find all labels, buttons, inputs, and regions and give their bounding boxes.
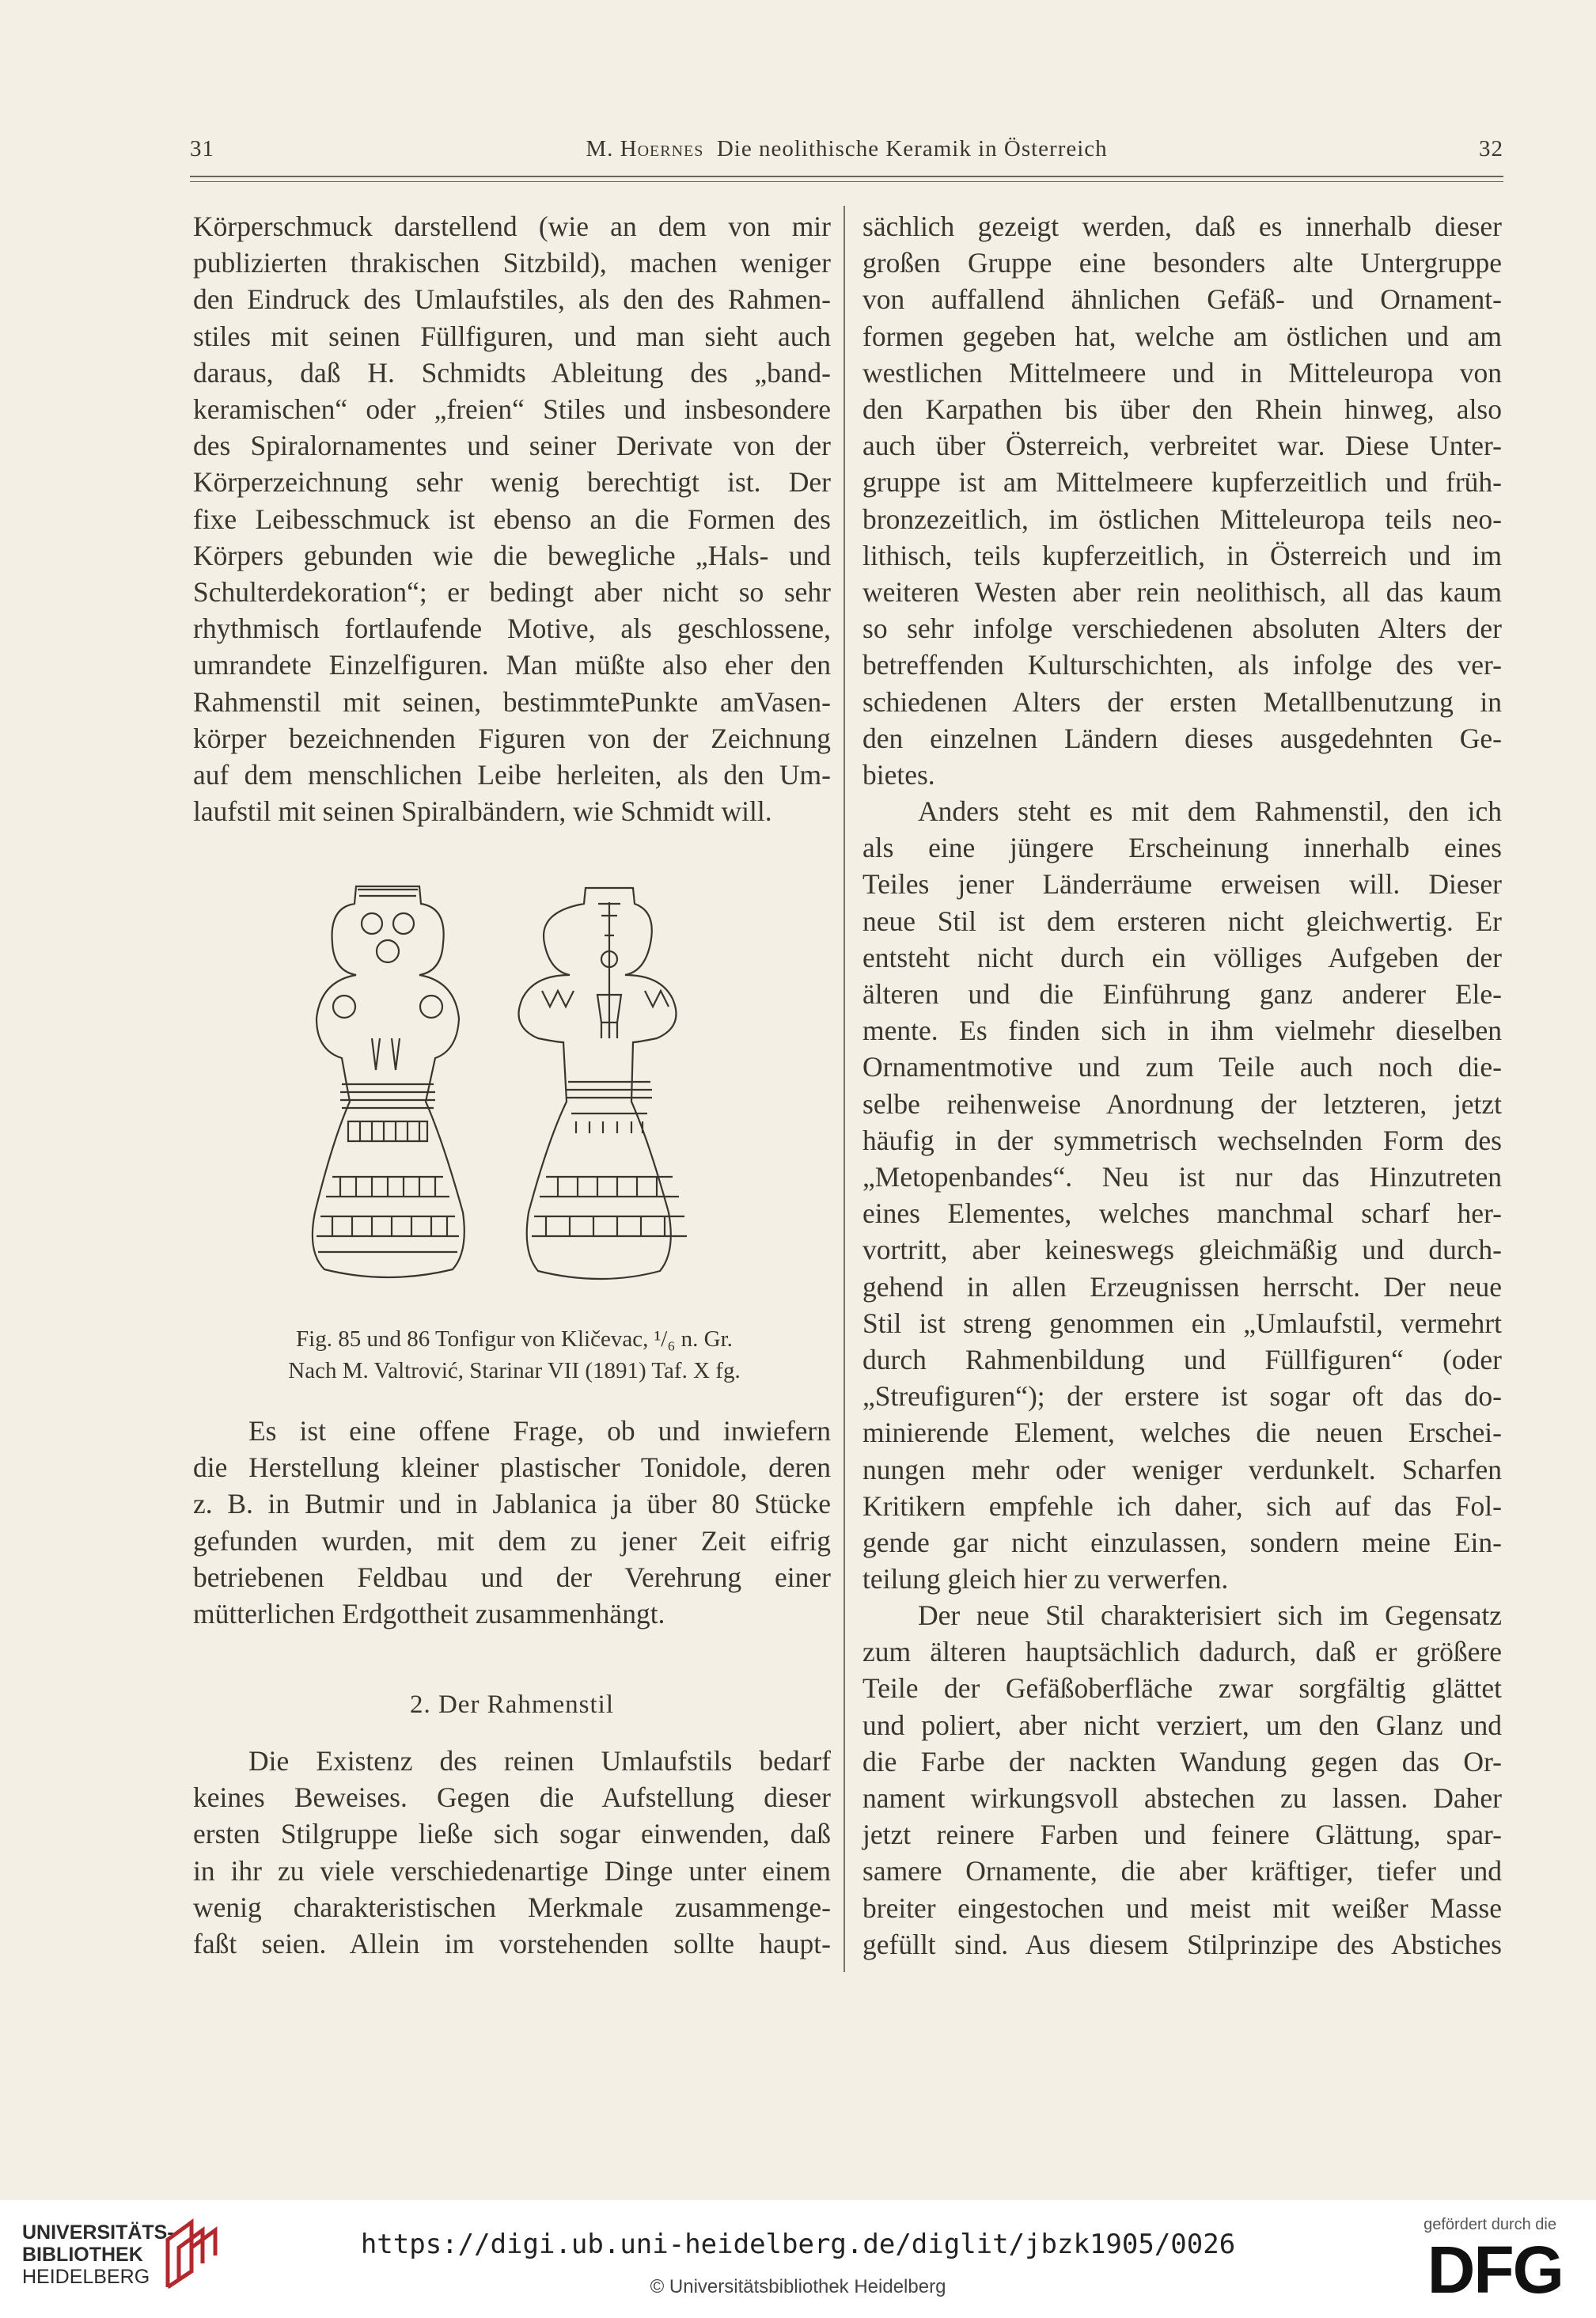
- header-rule: [190, 176, 1503, 177]
- text-line: und poliert, aber nicht verziert, um den Glanz und: [862, 1709, 1502, 1741]
- text-line: Der neue Stil charakterisiert sich im Gegensatz: [918, 1599, 1502, 1631]
- header-author: M. Hoernes: [586, 136, 704, 161]
- text-line: schiedenen Alters der ersten Metallbenutzung in: [862, 685, 1502, 718]
- text-line: bietes.: [862, 759, 935, 791]
- text-line: Anders steht es mit dem Rahmenstil, den ich: [918, 795, 1502, 827]
- text-line: teilung gleich hier zu verwerfen.: [862, 1563, 1229, 1595]
- text-line: Kritikern empfehle ich daher, sich auf das Fol-: [862, 1489, 1502, 1522]
- text-line: körper bezeichnenden Figuren von der Zeichnung: [193, 722, 831, 754]
- right-column-para1: [862, 208, 1502, 793]
- text-line: betriebenen Feldbau und der Verehrung einer: [193, 1561, 831, 1593]
- text-line: laufstil mit seinen Spiralbändern, wie Schmidt will.: [193, 795, 772, 828]
- text-line: des Spiralornamentes und seiner Derivate von der: [193, 430, 831, 462]
- library-line-3: HEIDELBERG: [22, 2266, 150, 2288]
- text-line: sächlich gezeigt werden, daß es innerhalb dieser: [862, 211, 1502, 242]
- section-heading: 2. Der Rahmenstil: [409, 1690, 615, 1719]
- text-line: zum älteren hauptsächlich dadurch, daß er größere: [862, 1636, 1502, 1668]
- text-line: Körpers gebunden wie die bewegliche „Hals- und: [193, 539, 831, 571]
- text-line: umrandete Einzelfiguren. Man müßte also eher den: [193, 649, 831, 681]
- text-line: „Metopenbandes“. Neu ist nur das Hinzutreten: [862, 1161, 1502, 1193]
- text-line: Stil ist streng genommen ein „Umlaufstil, vermehrt: [862, 1307, 1502, 1339]
- text-line: publizierten thrakischen Sitzbild), machen weniger: [193, 247, 831, 279]
- text-line: keramischen“ oder „freien“ Stiles und insbesondere: [193, 393, 831, 426]
- right-column-para3: [862, 1597, 1502, 1963]
- caption-line-1: Fig. 85 und 86 Tonfigur von Kličevac, ¹/₆ n. Gr.: [296, 1326, 733, 1352]
- idol-front: [313, 886, 464, 1277]
- text-line: Körperzeichnung sehr wenig berechtigt ist. Der: [193, 466, 831, 499]
- text-line: vortritt, aber keineswegs gleichmäßig und durch-: [862, 1234, 1502, 1266]
- running-header: [190, 136, 1503, 168]
- page-number-left: 31: [190, 136, 214, 161]
- text-line: nungen mehr oder weniger verdunkelt. Scharfen: [862, 1453, 1502, 1485]
- text-line: fixe Leibesschmuck ist ebenso an die Formen des: [193, 503, 831, 535]
- dfg-logo: DFG: [1427, 2233, 1563, 2307]
- text-line: gruppe ist am Mittelmeere kupferzeitlich und früh-: [862, 466, 1502, 499]
- text-line: häufig in der symmetrisch wechselnden Form des: [862, 1124, 1502, 1156]
- text-line: nament wirkungsvoll abstechen zu lassen. Daher: [862, 1782, 1502, 1815]
- library-line-1: UNIVERSITÄTS-: [22, 2221, 174, 2244]
- running-title: [190, 136, 1503, 162]
- text-line: Ornamentmotive und zum Teile auch noch die-: [862, 1051, 1502, 1083]
- text-line: daraus, daß H. Schmidts Ableitung des „band-: [193, 356, 831, 389]
- permalink-url[interactable]: https://digi.ub.uni-heidelberg.de/diglit/jbzk1905/0026: [360, 2229, 1236, 2260]
- text-line: westlichen Mittelmeere und in Mitteleuropa von: [862, 356, 1502, 389]
- text-line: die Farbe der nackten Wandung gegen das Or-: [862, 1745, 1502, 1777]
- column-divider: [843, 206, 845, 1972]
- text-line: Rahmenstil mit seinen, bestimmtePunkte amVasen-: [193, 685, 831, 718]
- text-line: formen gegeben hat, welche am östlichen und am: [862, 320, 1502, 352]
- text-line: älteren und die Einführung ganz anderer Ele-: [862, 978, 1502, 1011]
- text-line: weiteren Westen aber rein neolithisch, all das kaum: [862, 576, 1502, 609]
- funding-label: gefördert durch die: [1424, 2216, 1556, 2233]
- text-line: minierende Element, welches die neuen Erschei-: [862, 1417, 1502, 1449]
- idol-back: [519, 888, 688, 1279]
- text-line: selbe reihenweise Anordnung der letzteren, jetzt: [862, 1087, 1502, 1120]
- text-line: auf dem menschlichen Leibe herleiten, als den Um-: [193, 759, 831, 791]
- text-line: mütterlichen Erdgottheit zusammenhängt.: [193, 1598, 665, 1630]
- text-line: Schulterdekoration“; er bedingt aber nicht so sehr: [193, 576, 831, 609]
- text-line: die Herstellung kleiner plastischer Tonidole, deren: [193, 1451, 831, 1484]
- left-column-para3: [193, 1743, 831, 1962]
- right-column-para2: [862, 793, 1502, 1597]
- text-line: mente. Es finden sich in ihm vielmehr dieselben: [862, 1015, 1502, 1047]
- text-line: faßt seien. Allein im vorstehenden sollte haupt-: [193, 1928, 831, 1960]
- text-line: großen Gruppe eine besonders alte Untergruppe: [862, 247, 1502, 279]
- figure-clay-idols: [285, 880, 744, 1292]
- text-line: den Eindruck des Umlaufstiles, als den des Rahmen-: [193, 283, 831, 316]
- text-line: z. B. in Butmir und in Jablanica ja über 80 Stücke: [193, 1488, 831, 1520]
- text-line: auch über Österreich, verbreitet war. Diese Unter-: [862, 430, 1502, 462]
- left-column-para1: [193, 208, 831, 829]
- text-line: stiles mit seinen Füllfiguren, und man sieht auch: [193, 320, 831, 352]
- figure-caption: [229, 1323, 799, 1387]
- text-line: Die Existenz des reinen Umlaufstils bedarf: [248, 1745, 831, 1777]
- header-rule-thin: [190, 181, 1503, 182]
- left-column-para2: [193, 1413, 831, 1632]
- text-line: keines Beweises. Gegen die Aufstellung dieser: [193, 1781, 831, 1814]
- text-line: Es ist eine offene Frage, ob und inwiefern: [248, 1415, 831, 1447]
- text-line: eines Elementes, welches manchmal scharf her-: [862, 1197, 1502, 1230]
- text-line: gefunden wurden, mit dem zu jener Zeit eifrig: [193, 1524, 831, 1557]
- page-number-right: 32: [1479, 136, 1503, 161]
- text-line: in ihr zu viele verschiedenartige Dinge unter einem: [193, 1854, 831, 1887]
- text-line: so sehr infolge verschiedenen absoluten Alters der: [862, 613, 1502, 645]
- text-line: entsteht nicht durch ein völliges Aufgeben der: [862, 941, 1502, 973]
- copyright-notice: © Universitätsbibliothek Heidelberg: [650, 2276, 946, 2297]
- text-line: jetzt reinere Farben und feinere Glättung, spar-: [862, 1819, 1502, 1851]
- text-line: rhythmisch fortlaufende Motive, als geschlossene,: [193, 613, 831, 645]
- text-line: gefüllt sind. Aus diesem Stilprinzipe des Abstiches: [862, 1928, 1502, 1960]
- text-line: samere Ornamente, die aber kräftiger, tiefer und: [862, 1855, 1502, 1887]
- text-line: „Streufiguren“); der erstere ist sogar oft das do-: [862, 1380, 1502, 1413]
- text-line: gende gar nicht einzulassen, sondern meine Ein-: [862, 1527, 1502, 1559]
- text-line: den Karpathen bis über den Rhein hinweg, also: [862, 393, 1502, 426]
- text-line: durch Rahmenbildung und Füllfiguren“ (oder: [862, 1344, 1502, 1376]
- text-line: breiter eingestochen und meist mit weißer Masse: [862, 1891, 1502, 1924]
- text-line: lithisch, teils kupferzeitlich, in Österreich und im: [862, 539, 1502, 571]
- text-line: wenig charakteristischen Merkmale zusammenge-: [193, 1891, 831, 1923]
- text-line: Teile der Gefäßoberfläche zwar sorgfältig glättet: [862, 1672, 1502, 1705]
- text-line: den einzelnen Ländern dieses ausgedehnten Ge-: [862, 722, 1502, 754]
- text-line: als eine jüngere Erscheinung innerhalb eines: [862, 832, 1502, 864]
- header-title: Die neolithische Keramik in Österreich: [716, 136, 1108, 161]
- text-line: Teiles jener Länderräume erweisen will. Dieser: [862, 868, 1502, 901]
- text-line: bronzezeitlich, im östlichen Mitteleuropa teils neo-: [862, 503, 1502, 535]
- caption-line-2: Nach M. Valtrović, Starinar VII (1891) Taf. X fg.: [288, 1358, 741, 1383]
- text-line: Körperschmuck darstellend (wie an dem von mir: [193, 211, 831, 242]
- text-line: von auffallend ähnlichen Gefäß- und Ornament-: [862, 283, 1502, 316]
- text-line: ersten Stilgruppe ließe sich sogar einwenden, daß: [193, 1818, 831, 1850]
- text-line: neue Stil ist dem ersteren nicht gleichwertig. Er: [862, 905, 1502, 937]
- library-line-2: BIBLIOTHEK: [22, 2244, 143, 2266]
- text-line: betreffenden Kulturschichten, als infolge des ver-: [862, 649, 1502, 681]
- text-line: gehend in allen Erzeugnissen herrscht. Der neue: [862, 1270, 1502, 1303]
